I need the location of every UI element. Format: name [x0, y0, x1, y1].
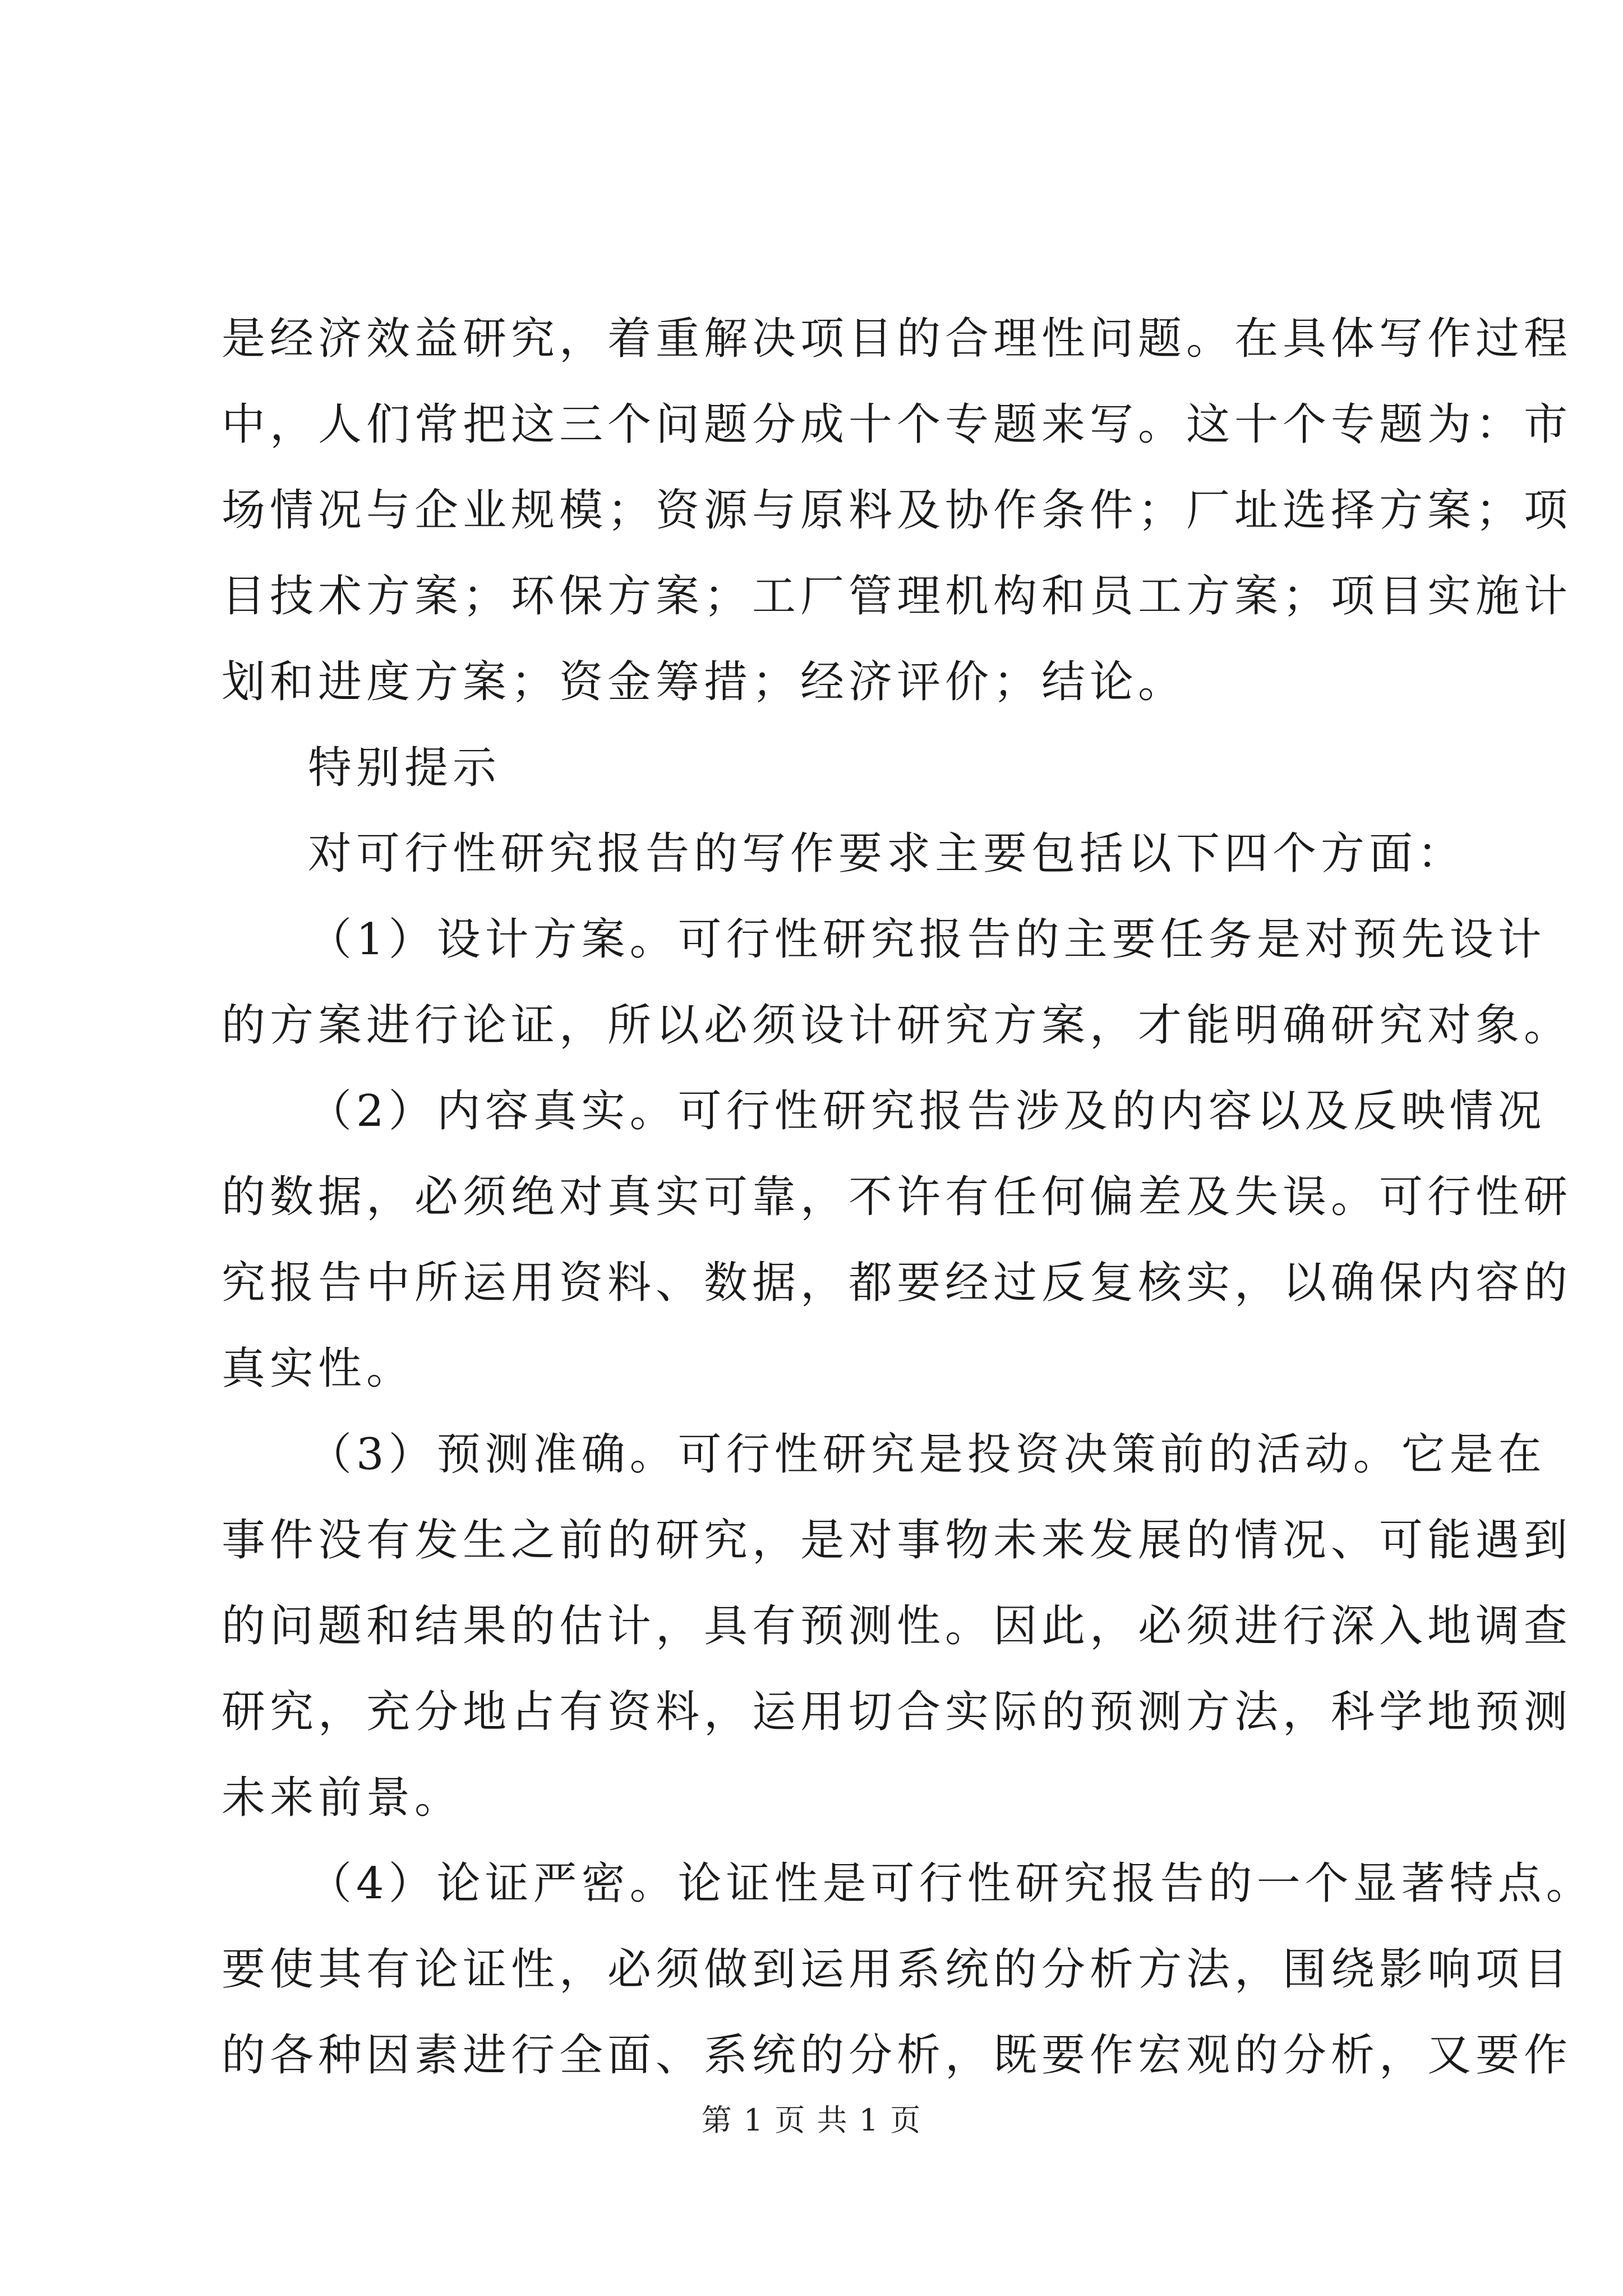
- text-line: 是经济效益研究，着重解决项目的合理性问题。在具体写作过程: [222, 314, 1573, 364]
- text-line: 划和进度方案；资金筹措；经济评价；结论。: [222, 657, 1187, 707]
- text-line: （1）设计方案。可行性研究报告的主要任务是对预先设计: [308, 914, 1546, 965]
- text-line: 目技术方案；环保方案；工厂管理机构和员工方案；项目实施计: [222, 571, 1573, 622]
- text-line: 中，人们常把这三个问题分成十个专题来写。这十个专题为：市: [222, 399, 1573, 450]
- text-line: （4）论证严密。论证性是可行性研究报告的一个显著特点。: [308, 1858, 1594, 1909]
- text-line: 的方案进行论证，所以必须设计研究方案，才能明确研究对象。: [222, 1000, 1573, 1051]
- text-line: 真实性。: [222, 1343, 415, 1394]
- text-line: 场情况与企业规模；资源与原料及协作条件；厂址选择方案；项: [222, 485, 1573, 536]
- text-line: 对可行性研究报告的写作要求主要包括以下四个方面：: [308, 829, 1466, 879]
- page-number: 第 1 页 共 1 页: [701, 2102, 922, 2138]
- text-line: 研究，充分地占有资料，运用切合实际的预测方法，科学地预测: [222, 1687, 1573, 1737]
- text-line: 的各种因素进行全面、系统的分析，既要作宏观的分析，又要作: [222, 2030, 1573, 2081]
- text-line: 究报告中所运用资料、数据，都要经过反复核实，以确保内容的: [222, 1258, 1573, 1308]
- text-line: 未来前景。: [222, 1773, 463, 1823]
- page-footer: [0, 2098, 1623, 2143]
- text-line: 的数据，必须绝对真实可靠，不许有任何偏差及失误。可行性研: [222, 1172, 1573, 1222]
- section-heading: 特别提示: [308, 743, 501, 793]
- body-text: [222, 296, 1594, 2099]
- text-line: 事件没有发生之前的研究，是对事物未来发展的情况、可能遇到: [222, 1515, 1573, 1566]
- text-line: 要使其有论证性，必须做到运用系统的分析方法，围绕影响项目: [222, 1944, 1573, 1995]
- text-line: （2）内容真实。可行性研究报告涉及的内容以及反映情况: [308, 1086, 1546, 1137]
- text-line: 的问题和结果的估计，具有预测性。因此，必须进行深入地调查: [222, 1601, 1573, 1651]
- text-line: （3）预测准确。可行性研究是投资决策前的活动。它是在: [308, 1429, 1546, 1480]
